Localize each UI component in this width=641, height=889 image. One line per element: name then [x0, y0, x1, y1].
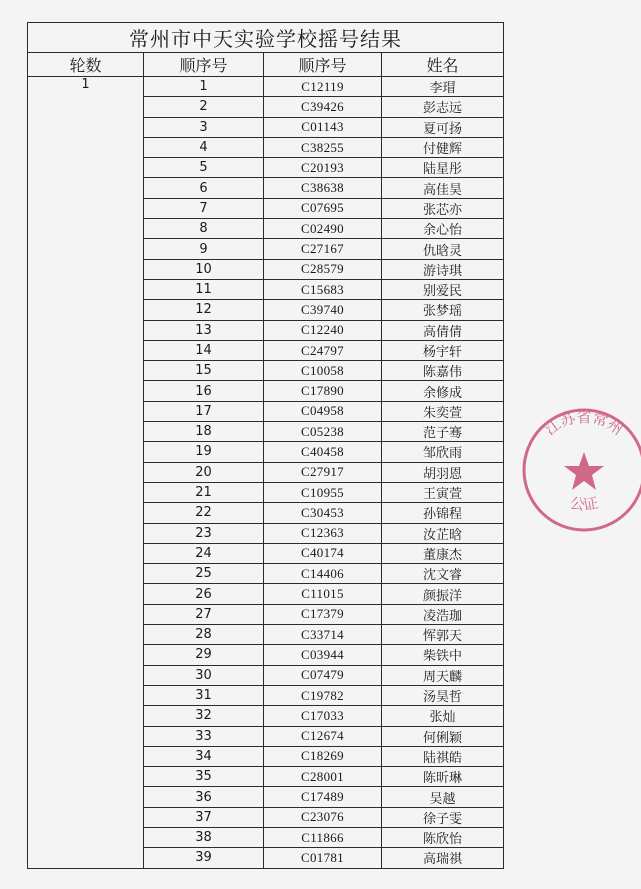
name-cell: 吴越 [382, 787, 504, 807]
order-cell: 37 [144, 807, 264, 827]
order-cell: 11 [144, 279, 264, 299]
code-cell: C33714 [264, 625, 382, 645]
table-row [28, 77, 504, 97]
name-cell: 高倩倩 [382, 320, 504, 340]
code-cell: C40458 [264, 442, 382, 462]
order-cell: 3 [144, 117, 264, 137]
stamp-text-bottom: 公证 [568, 493, 600, 515]
code-cell: C19782 [264, 685, 382, 705]
name-cell: 陈昕琳 [382, 767, 504, 787]
code-cell: C12240 [264, 320, 382, 340]
name-cell: 彭志远 [382, 97, 504, 117]
name-cell: 陈欣怡 [382, 827, 504, 847]
code-cell: C17379 [264, 604, 382, 624]
name-cell: 陈嘉伟 [382, 361, 504, 381]
name-cell: 张梦瑶 [382, 300, 504, 320]
name-cell: 杨宇轩 [382, 340, 504, 360]
code-cell: C27917 [264, 462, 382, 482]
round-cell: 1 [28, 77, 144, 869]
name-cell: 付健辉 [382, 137, 504, 157]
order-cell: 9 [144, 239, 264, 259]
order-cell: 8 [144, 219, 264, 239]
name-cell: 李瑁 [382, 77, 504, 97]
name-cell: 仇晗灵 [382, 239, 504, 259]
name-cell: 张灿 [382, 706, 504, 726]
code-cell: C38638 [264, 178, 382, 198]
order-cell: 27 [144, 604, 264, 624]
order-cell: 29 [144, 645, 264, 665]
name-cell: 余心怡 [382, 219, 504, 239]
order-cell: 22 [144, 503, 264, 523]
code-cell: C01143 [264, 117, 382, 137]
code-cell: C20193 [264, 158, 382, 178]
code-cell: C40174 [264, 543, 382, 563]
order-cell: 7 [144, 198, 264, 218]
order-cell: 12 [144, 300, 264, 320]
order-cell: 17 [144, 401, 264, 421]
code-cell: C12674 [264, 726, 382, 746]
name-cell: 恽郭天 [382, 625, 504, 645]
header-round: 轮数 [28, 53, 144, 77]
order-cell: 39 [144, 848, 264, 868]
order-cell: 1 [144, 77, 264, 97]
name-cell: 凌浩珈 [382, 604, 504, 624]
name-cell: 游诗琪 [382, 259, 504, 279]
name-cell: 汝芷晗 [382, 523, 504, 543]
code-cell: C04958 [264, 401, 382, 421]
code-cell: C11015 [264, 584, 382, 604]
name-cell: 王寅萱 [382, 482, 504, 502]
order-cell: 2 [144, 97, 264, 117]
order-cell: 10 [144, 259, 264, 279]
code-cell: C17890 [264, 381, 382, 401]
order-cell: 6 [144, 178, 264, 198]
name-cell: 张芯亦 [382, 198, 504, 218]
header-name: 姓名 [382, 53, 504, 77]
order-cell: 5 [144, 158, 264, 178]
name-cell: 陆祺皓 [382, 746, 504, 766]
order-cell: 25 [144, 564, 264, 584]
code-cell: C05238 [264, 422, 382, 442]
code-cell: C27167 [264, 239, 382, 259]
code-cell: C12119 [264, 77, 382, 97]
name-cell: 别爱民 [382, 279, 504, 299]
name-cell: 范子骞 [382, 422, 504, 442]
code-cell: C02490 [264, 219, 382, 239]
svg-text:公证 [569, 494, 600, 514]
order-cell: 23 [144, 523, 264, 543]
name-cell: 余修成 [382, 381, 504, 401]
order-cell: 33 [144, 726, 264, 746]
code-cell: C10058 [264, 361, 382, 381]
code-cell: C38255 [264, 137, 382, 157]
order-cell: 35 [144, 767, 264, 787]
name-cell: 朱奕萱 [382, 401, 504, 421]
table-title: 常州市中天实验学校摇号结果 [28, 23, 504, 53]
name-cell: 高瑞祺 [382, 848, 504, 868]
name-cell: 柴铁中 [382, 645, 504, 665]
code-cell: C39426 [264, 97, 382, 117]
lottery-result-table [27, 22, 504, 869]
name-cell: 汤昊哲 [382, 685, 504, 705]
notary-stamp [514, 400, 641, 540]
name-cell: 沈文睿 [382, 564, 504, 584]
order-cell: 14 [144, 340, 264, 360]
code-cell: C28001 [264, 767, 382, 787]
order-cell: 34 [144, 746, 264, 766]
name-cell: 周天麟 [382, 665, 504, 685]
code-cell: C03944 [264, 645, 382, 665]
header-order: 顺序号 [144, 53, 264, 77]
name-cell: 徐子雯 [382, 807, 504, 827]
name-cell: 夏可扬 [382, 117, 504, 137]
code-cell: C15683 [264, 279, 382, 299]
order-cell: 21 [144, 482, 264, 502]
name-cell: 胡羽恩 [382, 462, 504, 482]
name-cell: 颜振洋 [382, 584, 504, 604]
code-cell: C28579 [264, 259, 382, 279]
order-cell: 19 [144, 442, 264, 462]
code-cell: C24797 [264, 340, 382, 360]
code-cell: C01781 [264, 848, 382, 868]
order-cell: 32 [144, 706, 264, 726]
name-cell: 何俐颖 [382, 726, 504, 746]
code-cell: C14406 [264, 564, 382, 584]
order-cell: 4 [144, 137, 264, 157]
header-code: 顺序号 [264, 53, 382, 77]
name-cell: 高佳昊 [382, 178, 504, 198]
code-cell: C30453 [264, 503, 382, 523]
order-cell: 18 [144, 422, 264, 442]
order-cell: 20 [144, 462, 264, 482]
order-cell: 30 [144, 665, 264, 685]
order-cell: 15 [144, 361, 264, 381]
code-cell: C10955 [264, 482, 382, 502]
order-cell: 13 [144, 320, 264, 340]
order-cell: 36 [144, 787, 264, 807]
order-cell: 26 [144, 584, 264, 604]
order-cell: 31 [144, 685, 264, 705]
code-cell: C12363 [264, 523, 382, 543]
code-cell: C07479 [264, 665, 382, 685]
svg-text:江苏省常州 [542, 408, 627, 439]
name-cell: 董康杰 [382, 543, 504, 563]
name-cell: 邹欣雨 [382, 442, 504, 462]
name-cell: 陆星彤 [382, 158, 504, 178]
order-cell: 24 [144, 543, 264, 563]
code-cell: C18269 [264, 746, 382, 766]
order-cell: 38 [144, 827, 264, 847]
code-cell: C17033 [264, 706, 382, 726]
code-cell: C17489 [264, 787, 382, 807]
code-cell: C11866 [264, 827, 382, 847]
stamp-text-top: 江苏省常州 [541, 408, 627, 439]
order-cell: 28 [144, 625, 264, 645]
code-cell: C07695 [264, 198, 382, 218]
code-cell: C39740 [264, 300, 382, 320]
order-cell: 16 [144, 381, 264, 401]
code-cell: C23076 [264, 807, 382, 827]
name-cell: 孙锦程 [382, 503, 504, 523]
